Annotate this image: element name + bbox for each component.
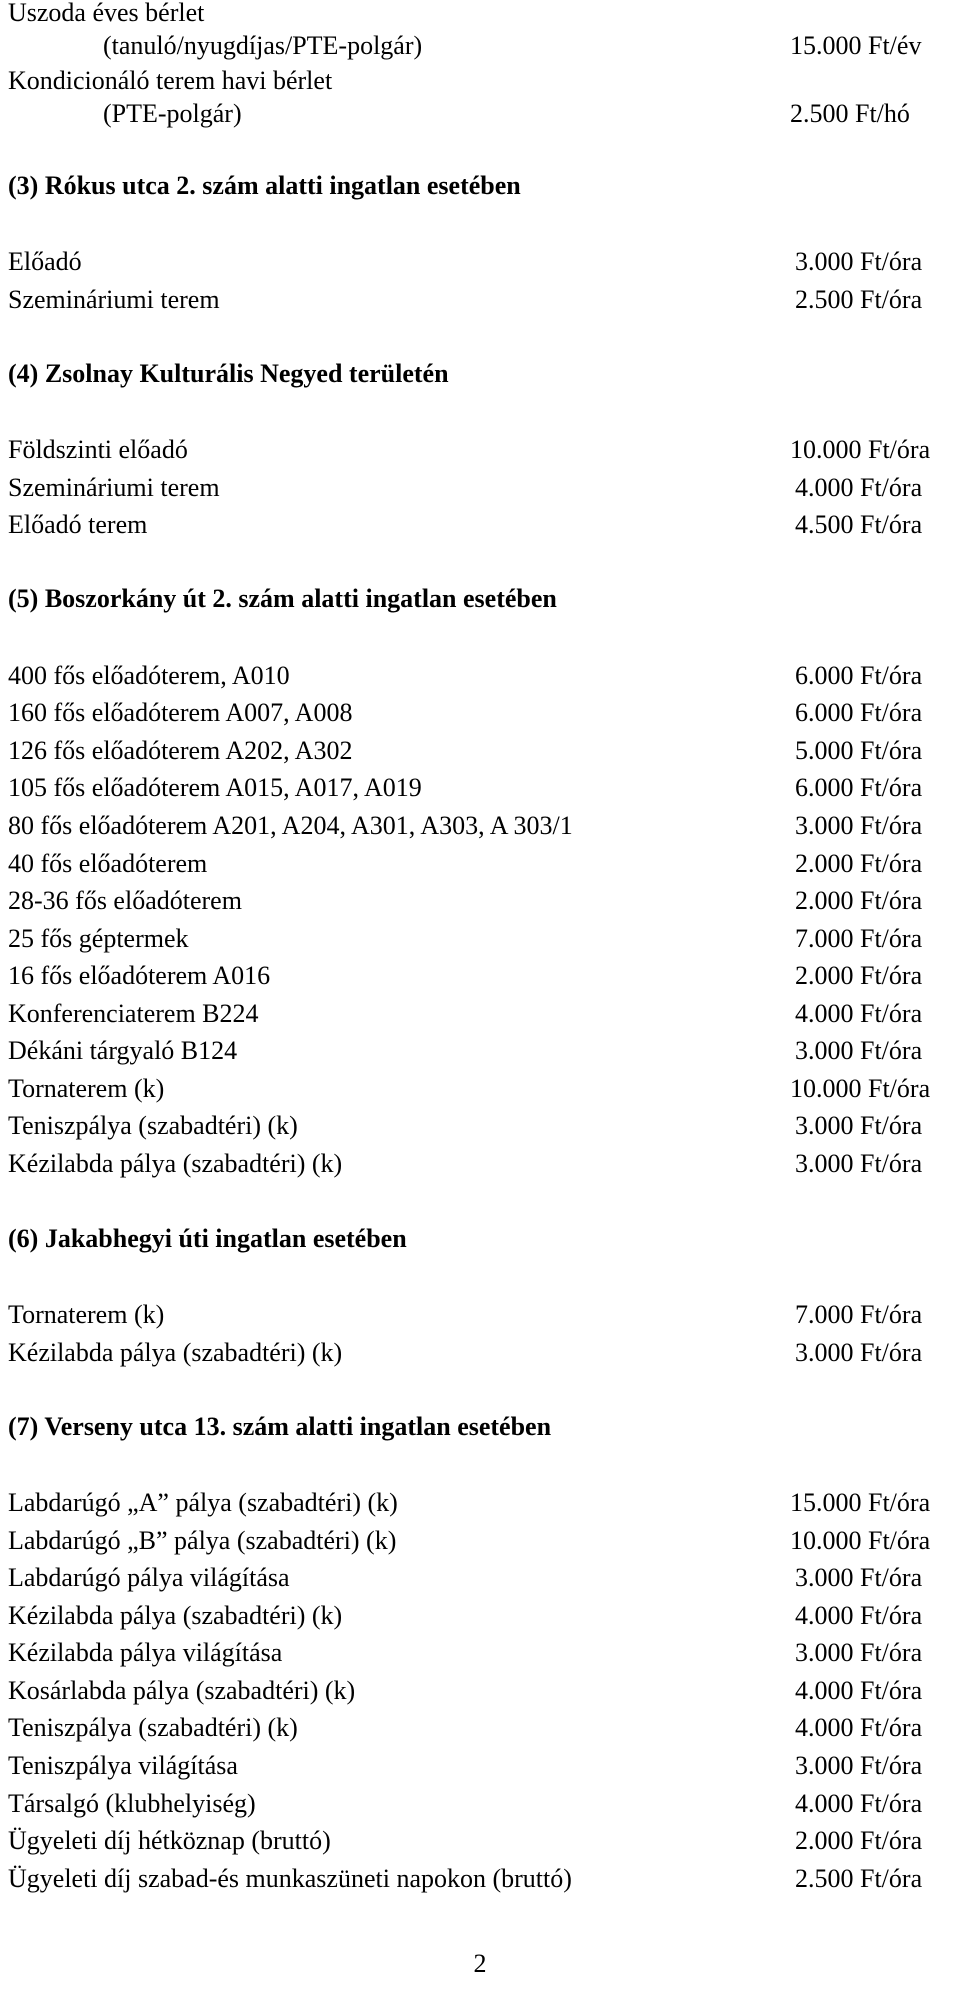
row-label: Uszoda éves bérlet xyxy=(8,0,205,27)
row-label: Dékáni tárgyaló B124 xyxy=(8,1036,238,1065)
row-label: (PTE-polgár) xyxy=(103,99,242,128)
row-price: 2.000 Ft/óra xyxy=(795,961,923,990)
row-price: 7.000 Ft/óra xyxy=(795,924,923,953)
row-price: 5.000 Ft/óra xyxy=(795,736,923,765)
row-price: 6.000 Ft/óra xyxy=(795,661,923,690)
row-label: Kézilabda pálya (szabadtéri) (k) xyxy=(8,1338,343,1367)
row-label: 105 fős előadóterem A015, A017, A019 xyxy=(8,773,422,802)
price-row xyxy=(8,431,956,468)
section-heading: (6) Jakabhegyi úti ingatlan esetében xyxy=(8,1224,407,1253)
row-label: Földszinti előadó xyxy=(8,435,188,464)
price-row xyxy=(8,732,956,769)
row-label: Szemináriumi terem xyxy=(8,473,220,502)
row-price: 2.500 Ft/hó xyxy=(790,99,910,128)
row-label: 126 fős előadóterem A202, A302 xyxy=(8,736,353,765)
section-heading: (7) Verseny utca 13. szám alatti ingatlan esetében xyxy=(8,1412,552,1441)
row-label: 80 fős előadóterem A201, A204, A301, A303, A 303/1 xyxy=(8,811,573,840)
row-price: 4.500 Ft/óra xyxy=(795,510,923,539)
row-label: Konferenciaterem B224 xyxy=(8,999,259,1028)
row-label: Teniszpálya (szabadtéri) (k) xyxy=(8,1713,298,1742)
row-price: 2.500 Ft/óra xyxy=(795,285,923,314)
row-label: Kézilabda pálya (szabadtéri) (k) xyxy=(8,1149,343,1178)
row-price: 10.000 Ft/óra xyxy=(790,435,931,464)
row-label: 28-36 fős előadóterem xyxy=(8,886,242,915)
row-label: Labdarúgó „B” pálya (szabadtéri) (k) xyxy=(8,1526,397,1555)
price-row xyxy=(8,920,956,957)
row-label: Tornaterem (k) xyxy=(8,1074,165,1103)
price-row xyxy=(8,1296,956,1333)
price-row xyxy=(8,95,956,132)
row-label: Kondicionáló terem havi bérlet xyxy=(8,66,333,95)
row-label: Teniszpálya világítása xyxy=(8,1751,238,1780)
price-row xyxy=(8,1032,956,1069)
row-label: Ügyeleti díj szabad-és munkaszüneti napokon (bruttó) xyxy=(8,1864,572,1893)
price-row xyxy=(8,1597,956,1634)
price-row xyxy=(8,1145,956,1182)
price-row xyxy=(8,1634,956,1671)
price-row xyxy=(8,1484,956,1521)
row-price: 3.000 Ft/óra xyxy=(795,1563,923,1592)
row-price: 10.000 Ft/óra xyxy=(790,1526,931,1555)
price-row xyxy=(8,469,956,506)
row-price: 3.000 Ft/óra xyxy=(795,1036,923,1065)
price-row xyxy=(8,243,956,280)
row-label: Kézilabda pálya (szabadtéri) (k) xyxy=(8,1601,343,1630)
row-label: Labdarúgó pálya világítása xyxy=(8,1563,290,1592)
row-label: Előadó xyxy=(8,247,82,276)
row-price: 4.000 Ft/óra xyxy=(795,1601,923,1630)
price-row xyxy=(8,845,956,882)
row-label: (tanuló/nyugdíjas/PTE-polgár) xyxy=(103,31,423,60)
row-price: 2.000 Ft/óra xyxy=(795,1826,923,1855)
price-row xyxy=(8,1070,956,1107)
row-price: 3.000 Ft/óra xyxy=(795,1751,923,1780)
price-row xyxy=(8,807,956,844)
row-label: 25 fős géptermek xyxy=(8,924,189,953)
row-price: 2.000 Ft/óra xyxy=(795,849,923,878)
price-row xyxy=(8,281,956,318)
section-heading: (5) Boszorkány út 2. szám alatti ingatlan esetében xyxy=(8,584,557,613)
row-label: 16 fős előadóterem A016 xyxy=(8,961,271,990)
row-price: 15.000 Ft/év xyxy=(790,31,922,60)
price-row xyxy=(8,1860,956,1897)
price-row xyxy=(8,27,956,64)
row-price: 3.000 Ft/óra xyxy=(795,811,923,840)
row-price: 3.000 Ft/óra xyxy=(795,247,923,276)
price-row xyxy=(8,62,956,99)
row-label: 160 fős előadóterem A007, A008 xyxy=(8,698,353,727)
price-row xyxy=(8,1822,956,1859)
row-label: Társalgó (klubhelyiség) xyxy=(8,1789,256,1818)
price-row xyxy=(8,1672,956,1709)
row-label: Labdarúgó „A” pálya (szabadtéri) (k) xyxy=(8,1488,398,1517)
row-price: 3.000 Ft/óra xyxy=(795,1111,923,1140)
page-number: 2 xyxy=(473,1949,487,1978)
row-price: 4.000 Ft/óra xyxy=(795,999,923,1028)
price-row xyxy=(8,957,956,994)
row-price: 10.000 Ft/óra xyxy=(790,1074,931,1103)
row-price: 4.000 Ft/óra xyxy=(795,1713,923,1742)
row-price: 3.000 Ft/óra xyxy=(795,1638,923,1667)
row-label: Kézilabda pálya világítása xyxy=(8,1638,283,1667)
price-row xyxy=(8,882,956,919)
row-price: 2.500 Ft/óra xyxy=(795,1864,923,1893)
price-row xyxy=(8,995,956,1032)
price-row xyxy=(8,1785,956,1822)
row-label: Előadó terem xyxy=(8,510,148,539)
row-price: 15.000 Ft/óra xyxy=(790,1488,931,1517)
row-label: Ügyeleti díj hétköznap (bruttó) xyxy=(8,1826,331,1855)
price-row xyxy=(8,506,956,543)
price-row xyxy=(8,1747,956,1784)
price-row xyxy=(8,694,956,731)
section-heading: (4) Zsolnay Kulturális Negyed területén xyxy=(8,359,449,388)
price-row xyxy=(8,1559,956,1596)
row-label: Szemináriumi terem xyxy=(8,285,220,314)
row-price: 3.000 Ft/óra xyxy=(795,1149,923,1178)
price-row xyxy=(8,1709,956,1746)
price-row xyxy=(8,769,956,806)
row-label: 400 fős előadóterem, A010 xyxy=(8,661,290,690)
row-price: 4.000 Ft/óra xyxy=(795,1676,923,1705)
row-price: 6.000 Ft/óra xyxy=(795,698,923,727)
row-price: 7.000 Ft/óra xyxy=(795,1300,923,1329)
row-price: 4.000 Ft/óra xyxy=(795,473,923,502)
section-heading: (3) Rókus utca 2. szám alatti ingatlan esetében xyxy=(8,171,521,200)
price-row xyxy=(8,1522,956,1559)
price-row xyxy=(8,657,956,694)
row-label: Tornaterem (k) xyxy=(8,1300,165,1329)
row-price: 2.000 Ft/óra xyxy=(795,886,923,915)
row-label: Kosárlabda pálya (szabadtéri) (k) xyxy=(8,1676,356,1705)
row-label: Teniszpálya (szabadtéri) (k) xyxy=(8,1111,298,1140)
row-price: 3.000 Ft/óra xyxy=(795,1338,923,1367)
price-row xyxy=(8,1334,956,1371)
price-row xyxy=(8,1107,956,1144)
row-price: 6.000 Ft/óra xyxy=(795,773,923,802)
row-label: 40 fős előadóterem xyxy=(8,849,208,878)
row-price: 4.000 Ft/óra xyxy=(795,1789,923,1818)
